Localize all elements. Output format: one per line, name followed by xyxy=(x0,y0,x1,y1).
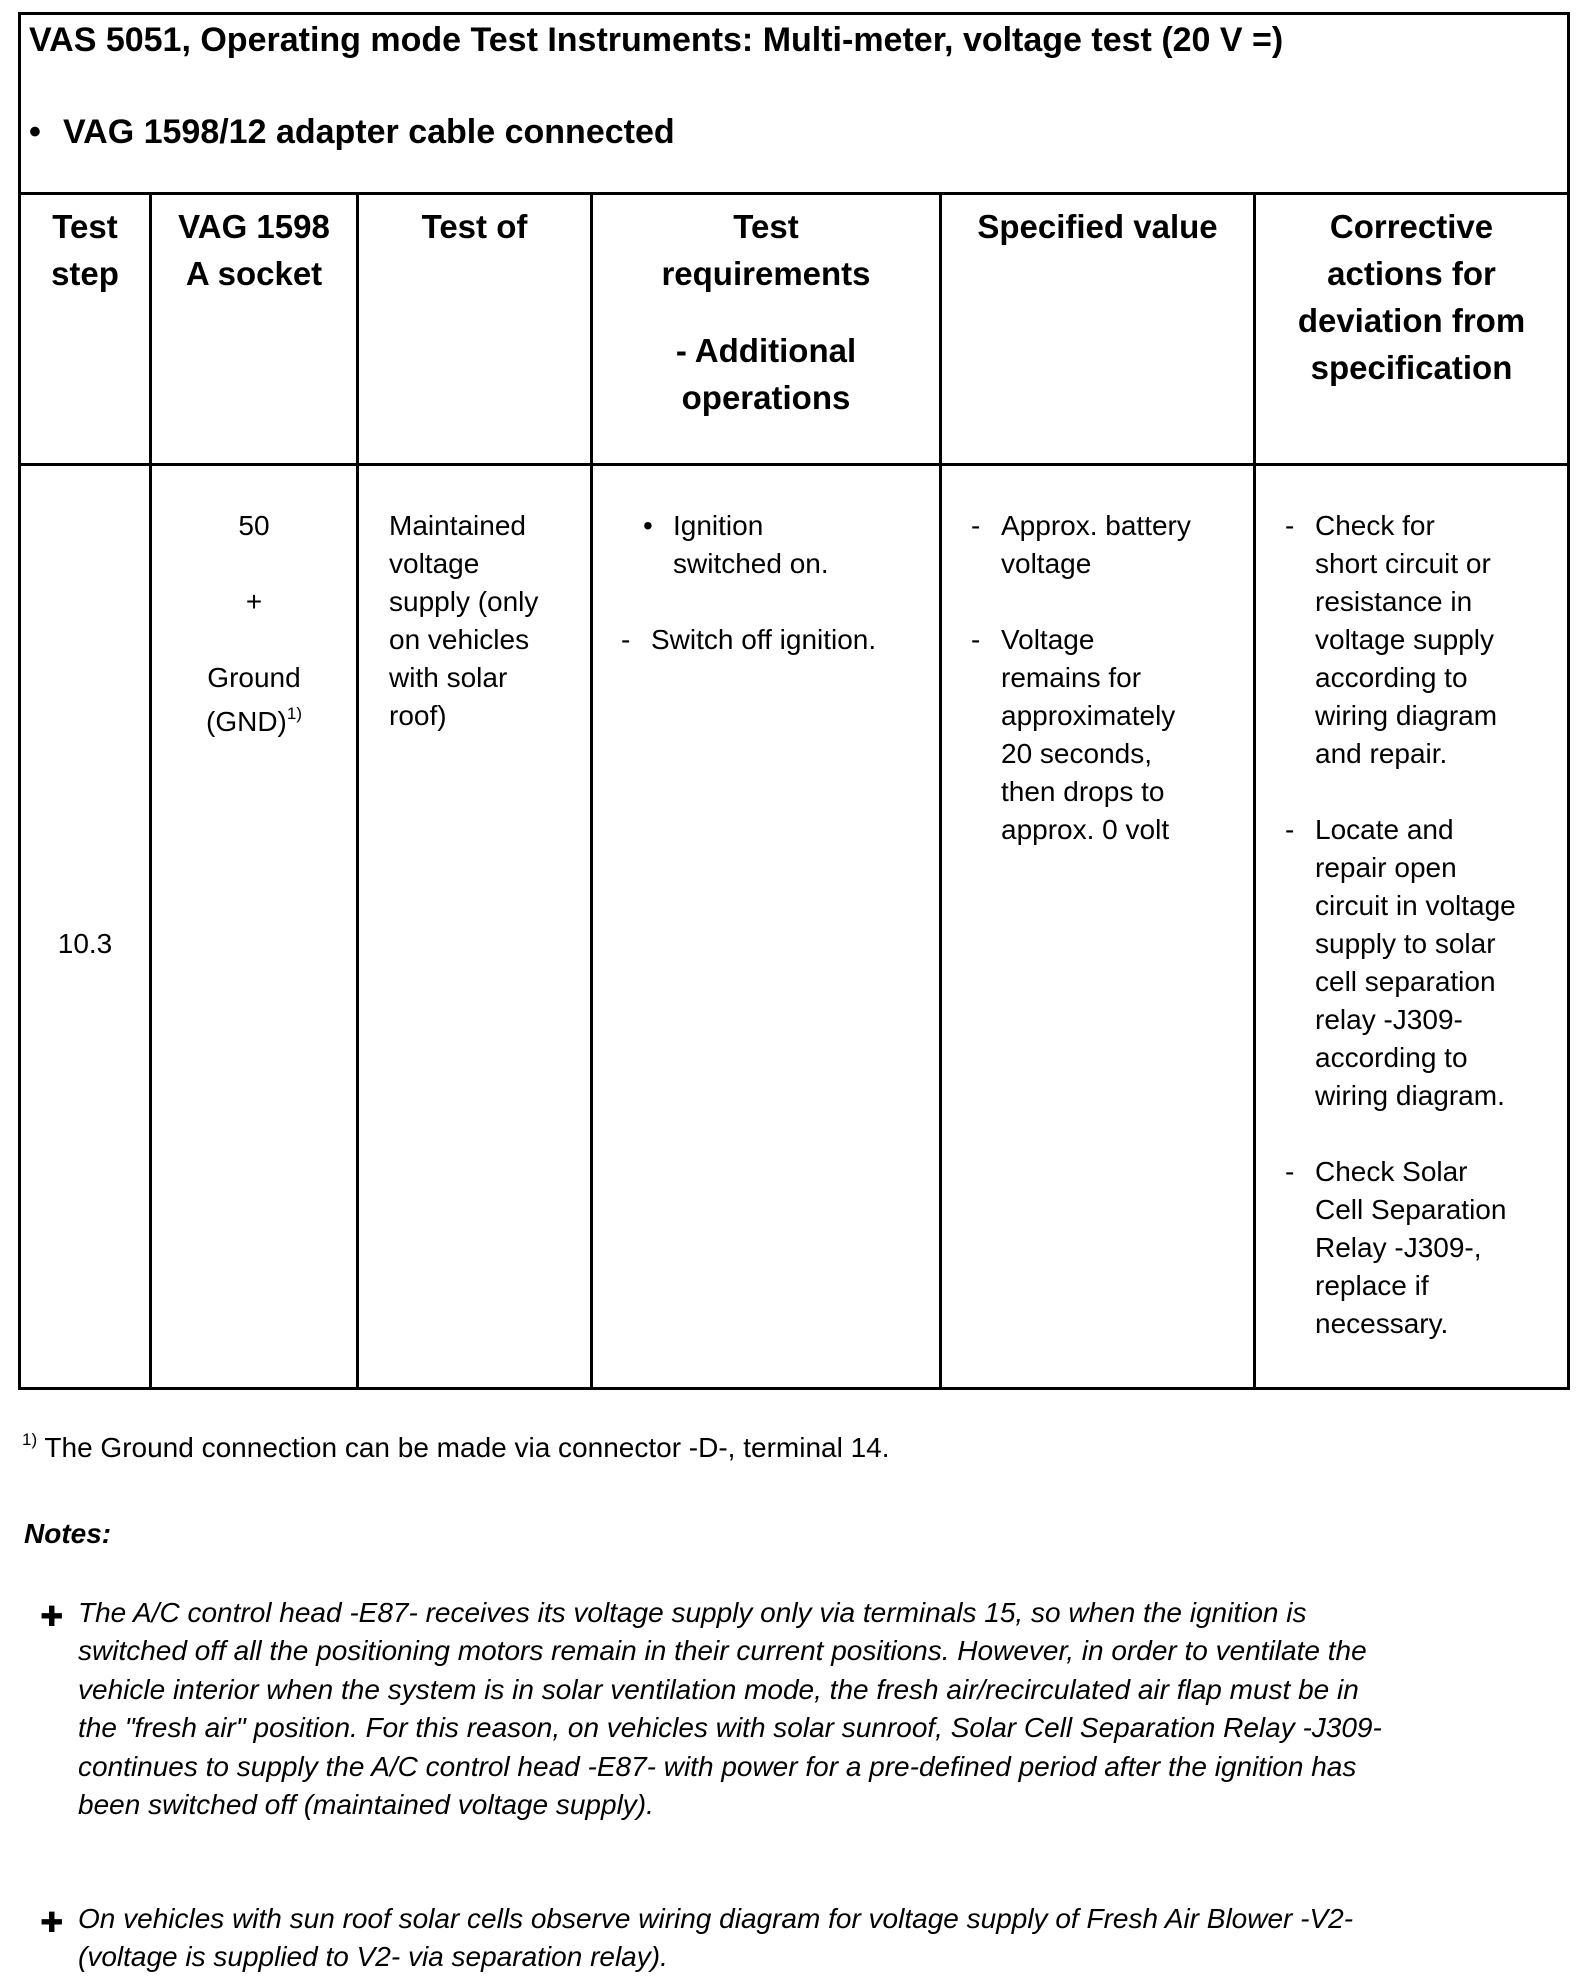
table-title: VAS 5051, Operating mode Test Instruments: Multi-meter, voltage test (20 V =) xyxy=(29,21,1284,59)
header-row-divider xyxy=(21,463,1567,466)
precondition xyxy=(29,113,675,152)
notes-heading: Notes: xyxy=(24,1518,112,1549)
header-test-of: Test of xyxy=(421,208,528,245)
cell-test-of: Maintained voltage supply (only on vehicles with solar roof) xyxy=(389,510,539,731)
note-item: ✚ On vehicles with sun roof solar cells observe wiring diagram for voltage supply of Fresh Air Blower -V2- (voltage is supplied to V2- via separation relay). xyxy=(40,1903,1354,1973)
cross-bullet-icon: ✚ xyxy=(40,1601,64,1632)
list-item: - Voltage remains for approximately 20 seconds, then drops to approx. 0 volt xyxy=(971,624,1176,845)
header-specified-value: Specified value xyxy=(977,208,1218,245)
cell-socket: 50 + Ground (GND)$^{1)}$ xyxy=(206,510,302,737)
column-divider xyxy=(356,195,359,1387)
list-item: - Locate and repair open circuit in voltage supply to solar cell separation relay -J309- according to wiring diagram. xyxy=(1285,814,1516,1111)
footnote xyxy=(22,1432,890,1464)
header-test-step: Test step xyxy=(51,208,119,292)
list-item: • Ignition switched on. xyxy=(643,510,829,579)
list-item: - Approx. battery voltage xyxy=(971,510,1191,579)
header-requirements: Test requirements - Additional operations xyxy=(661,208,871,416)
header-corrective-actions: Corrective actions for deviation from specification xyxy=(1297,208,1526,386)
cell-requirements xyxy=(621,507,937,659)
cell-corrective-actions xyxy=(1285,507,1567,1343)
cell-test-step: 10.3 xyxy=(57,928,113,959)
cell-specified-value xyxy=(971,507,1251,849)
footnote-marker: 1) xyxy=(22,1430,38,1449)
footnote-text: The Ground connection can be made via connector -D-, terminal 14. xyxy=(44,1432,890,1463)
list-item: - Switch off ignition. xyxy=(621,624,877,655)
note-item: ✚ The A/C control head -E87- receives its voltage supply only via terminals 15, so when the ignition is switched off all the positioning motors remain in their current positions. However, in order to ventilate the vehicle interior when the system is in solar ventilation mode, the fresh air/recirculated air flap must be in the "fresh air" position. For this reason, on vehicles with solar sunroof, Solar Cell Separation Relay -J309- continues to supply the A/C control head -E87- with power for a pre-defined period after the ignition has been switched off (maintained voltage supply). xyxy=(40,1597,1382,1821)
precondition-text: VAG 1598/12 adapter cable connected xyxy=(63,113,675,151)
list-item: - Check for short circuit or resistance in voltage supply according to wiring diagram and repair. xyxy=(1285,510,1498,769)
cross-bullet-icon: ✚ xyxy=(40,1907,64,1938)
column-divider xyxy=(149,195,152,1387)
table-header-block xyxy=(21,15,1567,195)
header-socket: VAG 1598 A socket xyxy=(178,208,330,292)
column-divider xyxy=(939,195,942,1387)
footnote-ref: 1) xyxy=(286,704,302,723)
precondition-bullet: • xyxy=(29,113,41,151)
test-table xyxy=(18,12,1570,1390)
list-item: - Check Solar Cell Separation Relay -J309-, replace if necessary. xyxy=(1285,1156,1507,1339)
